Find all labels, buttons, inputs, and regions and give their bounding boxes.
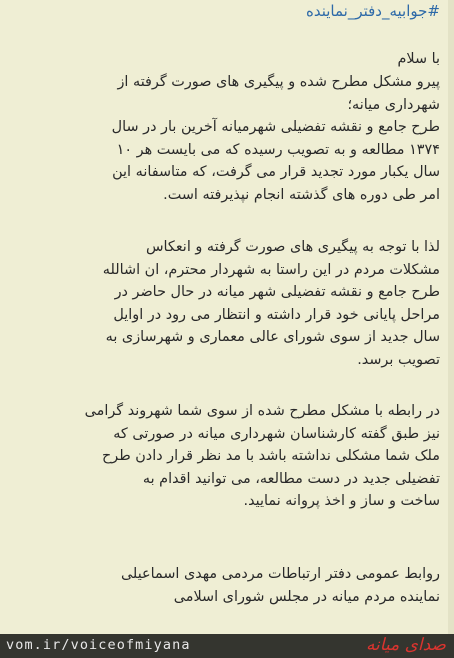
paragraph-2 bbox=[14, 236, 440, 371]
text-line: ساخت و ساز و اخذ پروانه نمایید. bbox=[243, 493, 440, 509]
text-line: مراحل پایانی خود قرار داشته و انتظار می رود در اوایل bbox=[113, 306, 440, 323]
bubble-edge bbox=[448, 0, 454, 634]
text-line: نماینده مردم میانه در مجلس شورای اسلامی bbox=[173, 588, 440, 605]
text-line: طرح جامع و نقشه تفضیلی شهر میانه در حال حاضر در bbox=[114, 284, 440, 300]
text-line: ۱۳۷۴ مطالعه و به تصویب رسیده که می بایست هر ۱۰ bbox=[116, 141, 440, 158]
text-line: ملک شما مشکلی نداشته باشد با مد نظر قرار دادن طرح bbox=[101, 448, 440, 464]
text-line: نیز طبق گفته کارشناسان شهرداری میانه در صورتی که bbox=[113, 425, 440, 442]
text-line: طرح جامع و نقشه تفضیلی شهرمیانه آخرین بار در سال bbox=[111, 119, 440, 135]
text-line: لذا با توجه به پیگیری های صورت گرفته و انعکاس bbox=[145, 239, 440, 255]
brand-logo: صدای میانه bbox=[365, 635, 446, 655]
text-line: با سلام bbox=[397, 51, 440, 67]
greeting-text bbox=[14, 48, 440, 71]
hashtag-link[interactable]: #جوابیه_دفتر_نماینده bbox=[305, 2, 440, 20]
channel-url-link[interactable]: vom.ir/voiceofmiyana bbox=[6, 637, 191, 653]
text-line: سال یکبار مورد تجدید قرار می گرفت، که متاسفانه این bbox=[112, 164, 440, 180]
text-line: روابط عمومی دفتر ارتباطات مردمی مهدی اسماعیلی bbox=[120, 566, 440, 582]
signature-block bbox=[14, 563, 440, 608]
text-line: در رابطه با مشکل مطرح شده از سوی شما شهروند گرامی bbox=[84, 403, 440, 419]
text-line: پیرو مشکل مطرح شده و پیگیری های صورت گرفته از bbox=[117, 74, 440, 90]
text-line: سال جدید از سوی شورای عالی معماری و شهرسازی به bbox=[105, 329, 440, 345]
paragraph-1 bbox=[14, 71, 440, 206]
text-line: تصویب برسد. bbox=[357, 351, 440, 368]
text-line: شهرداری میانه؛ bbox=[347, 96, 440, 113]
paragraph-3 bbox=[14, 400, 440, 513]
text-line: تفضیلی جدید در دست مطالعه، می توانید اقدام به bbox=[142, 470, 440, 487]
footer-bar bbox=[0, 634, 454, 658]
text-line: مشکلات مردم در این راستا به شهردار محترم، ان اشالله bbox=[102, 261, 440, 278]
text-line: امر طی دوره های گذشته انجام نپذیرفته است. bbox=[163, 186, 440, 203]
